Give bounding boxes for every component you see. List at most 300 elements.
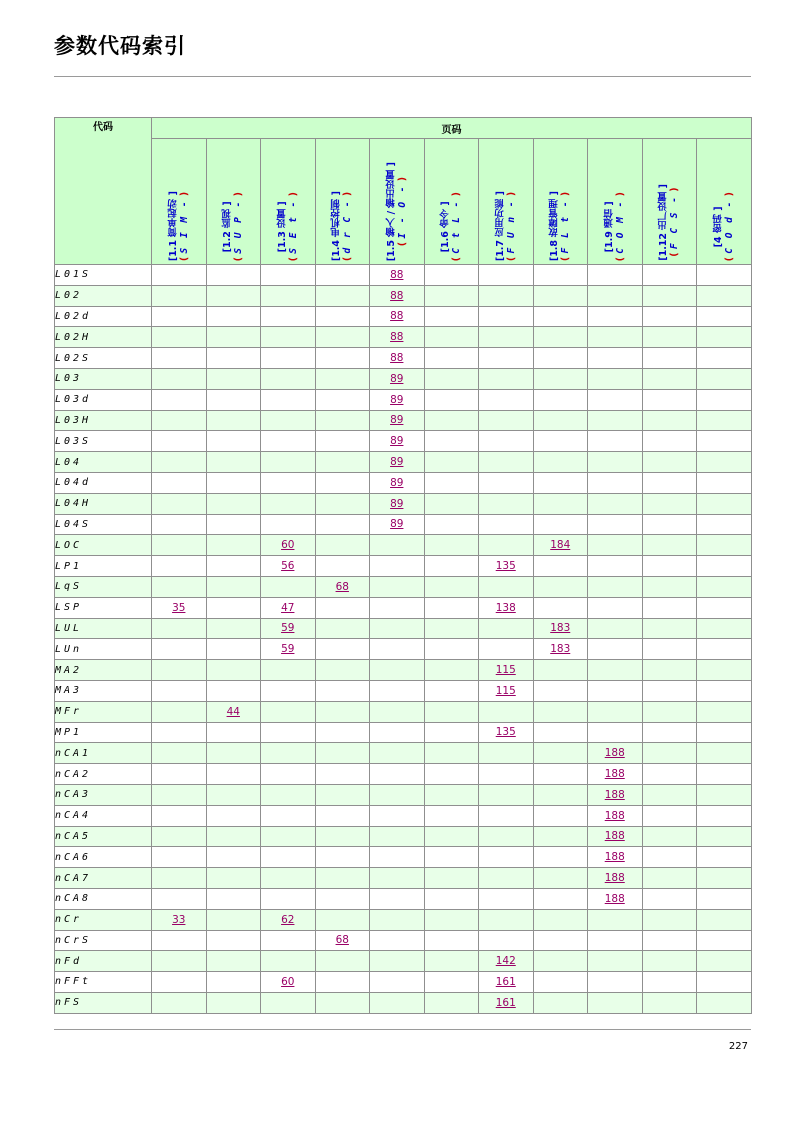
table-row	[55, 327, 752, 348]
page-cell	[642, 951, 697, 972]
page-cell	[370, 306, 425, 327]
parameter-code: L03H	[55, 410, 152, 431]
page-link[interactable]: 188	[604, 747, 625, 760]
page-cell	[642, 265, 697, 286]
page-cell	[261, 576, 316, 597]
table-row	[55, 951, 752, 972]
page-cell	[588, 597, 643, 618]
page-link[interactable]: 89	[390, 435, 404, 448]
page-link[interactable]: 115	[495, 664, 516, 677]
page-cell	[479, 285, 534, 306]
page-cell	[697, 909, 752, 930]
page-cell	[152, 888, 207, 909]
menu-header-label: [1.9 通信 ] ( C O M - )	[603, 191, 626, 261]
page-cell	[533, 368, 588, 389]
page-cell	[206, 888, 261, 909]
table-row	[55, 597, 752, 618]
table-row	[55, 265, 752, 286]
page-cell	[152, 348, 207, 369]
parameter-code: nCA3	[55, 784, 152, 805]
page-cell	[261, 472, 316, 493]
page-cell	[152, 909, 207, 930]
menu-header-label: [1.6 命令 ] ( C t L - )	[440, 191, 463, 261]
page-cell	[533, 639, 588, 660]
table-row	[55, 784, 752, 805]
page-cell	[424, 431, 479, 452]
page-cell	[697, 951, 752, 972]
page-cell	[697, 639, 752, 660]
page-link[interactable]: 62	[281, 913, 295, 926]
page-cell	[533, 597, 588, 618]
page-cell	[479, 389, 534, 410]
menu-name: [1.5 输入 / 输出设置 ]	[385, 161, 397, 261]
footer-divider	[54, 1029, 751, 1030]
page-link[interactable]: 89	[390, 476, 404, 489]
page-cell	[315, 265, 370, 286]
page-cell	[152, 680, 207, 701]
page-cell	[424, 701, 479, 722]
page-cell	[315, 514, 370, 535]
page-cell	[315, 680, 370, 701]
parameter-code: nFd	[55, 951, 152, 972]
table-row	[55, 826, 752, 847]
page-cell	[588, 930, 643, 951]
page-cell	[479, 618, 534, 639]
page-cell	[533, 805, 588, 826]
page-link[interactable]: 183	[550, 643, 571, 656]
parameter-code: MA3	[55, 680, 152, 701]
parameter-code: nCA8	[55, 888, 152, 909]
page-cell	[588, 784, 643, 805]
table-row	[55, 909, 752, 930]
page-cell	[588, 306, 643, 327]
page-link[interactable]: 138	[495, 601, 516, 614]
page-cell	[642, 556, 697, 577]
page-cell	[588, 743, 643, 764]
parameter-index-table	[54, 117, 752, 1014]
page-cell	[697, 722, 752, 743]
page-cell	[370, 972, 425, 993]
page-cell	[588, 327, 643, 348]
parameter-code: L02	[55, 285, 152, 306]
page-cell	[261, 743, 316, 764]
page-cell	[642, 493, 697, 514]
page-cell	[261, 265, 316, 286]
parameter-code: L04	[55, 452, 152, 473]
page-cell	[152, 535, 207, 556]
page-cell	[533, 410, 588, 431]
page-link[interactable]: 188	[604, 851, 625, 864]
page-cell	[370, 743, 425, 764]
page-cell	[206, 930, 261, 951]
page-cell	[370, 888, 425, 909]
page-cell	[588, 868, 643, 889]
page-cell	[261, 909, 316, 930]
page-cell	[315, 909, 370, 930]
menu-header-label: [1.8 故障管理 ] ( F L t - )	[549, 190, 572, 261]
menu-name: [1.7 应用功能 ]	[494, 190, 506, 261]
page-cell	[370, 701, 425, 722]
menu-name: [1.6 命令 ]	[440, 200, 452, 252]
page-cell	[697, 306, 752, 327]
page-cell	[206, 847, 261, 868]
page-cell	[206, 556, 261, 577]
page-link[interactable]: 88	[390, 331, 404, 344]
page-cell	[588, 888, 643, 909]
page-link[interactable]: 35	[172, 601, 186, 614]
page-cell	[642, 743, 697, 764]
page-cell	[206, 639, 261, 660]
page-link[interactable]: 188	[604, 872, 625, 884]
table-row	[55, 847, 752, 868]
menu-code: C O M -	[614, 199, 626, 254]
page-cell	[261, 389, 316, 410]
page-cell	[479, 951, 534, 972]
table-row	[55, 888, 752, 909]
page-cell	[370, 826, 425, 847]
page-cell	[479, 410, 534, 431]
page-link[interactable]: 188	[604, 830, 625, 843]
page-cell	[206, 265, 261, 286]
page-cell	[370, 680, 425, 701]
page-cell	[370, 992, 425, 1013]
page-cell	[315, 784, 370, 805]
menu-name: [1.12 出厂设置 ]	[658, 184, 670, 261]
menu-header-label: [1.5 输入 / 输出设置 ] ( I - O - )	[385, 161, 408, 261]
page-cell	[315, 722, 370, 743]
page-link[interactable]: 47	[281, 601, 295, 614]
page-link[interactable]: 56	[281, 560, 295, 573]
page-cell	[588, 660, 643, 681]
page-link[interactable]: 135	[495, 726, 516, 739]
menu-code: S I M -	[178, 198, 190, 253]
table-row	[55, 576, 752, 597]
page-link[interactable]: 183	[550, 622, 571, 635]
page-cell	[642, 431, 697, 452]
parameter-code: L03	[55, 368, 152, 389]
page-cell	[533, 285, 588, 306]
page-cell	[152, 992, 207, 1013]
page-cell	[588, 680, 643, 701]
page-cell	[424, 826, 479, 847]
page-cell	[533, 743, 588, 764]
page-cell	[261, 972, 316, 993]
page-cell	[424, 909, 479, 930]
page-cell	[697, 701, 752, 722]
page-cell	[479, 452, 534, 473]
page-cell	[152, 327, 207, 348]
page-cell	[533, 930, 588, 951]
page-cell	[533, 868, 588, 889]
page-cell	[206, 784, 261, 805]
page-link[interactable]: 161	[495, 975, 516, 988]
page-cell	[697, 784, 752, 805]
page-link[interactable]: 88	[390, 268, 404, 281]
page-cell	[152, 639, 207, 660]
page-link[interactable]: 184	[550, 539, 571, 552]
page-cell	[206, 868, 261, 889]
page-cell	[697, 743, 752, 764]
page-link[interactable]: 60	[281, 539, 295, 552]
page-cell	[424, 410, 479, 431]
page-cell	[424, 784, 479, 805]
page-cell	[479, 680, 534, 701]
page-cell	[697, 930, 752, 951]
page-cell	[588, 368, 643, 389]
page-cell	[642, 680, 697, 701]
page-cell	[315, 535, 370, 556]
page-cell	[315, 410, 370, 431]
page-cell	[533, 618, 588, 639]
page-cell	[588, 972, 643, 993]
page-cell	[642, 535, 697, 556]
table-row	[55, 764, 752, 785]
page-cell	[315, 597, 370, 618]
page-cell	[642, 368, 697, 389]
page-cell	[533, 327, 588, 348]
page-cell	[261, 535, 316, 556]
page-link[interactable]: 188	[604, 809, 625, 822]
page-cell	[152, 743, 207, 764]
page-cell	[206, 576, 261, 597]
page-cell	[315, 660, 370, 681]
page-cell	[588, 992, 643, 1013]
parameter-code: nCr	[55, 909, 152, 930]
page-cell	[370, 618, 425, 639]
page-cell	[315, 389, 370, 410]
code-column-header: 代码	[55, 118, 152, 265]
page-cell	[315, 951, 370, 972]
page-cell	[588, 701, 643, 722]
page-cell	[479, 764, 534, 785]
page-cell	[479, 701, 534, 722]
page-cell	[533, 265, 588, 286]
table-row	[55, 992, 752, 1013]
page-cell	[533, 701, 588, 722]
page-link[interactable]: 188	[604, 768, 625, 781]
page-cell	[152, 930, 207, 951]
page-cell	[588, 722, 643, 743]
table-row	[55, 389, 752, 410]
index-rows	[55, 265, 752, 1014]
page-cell	[370, 431, 425, 452]
page-cell	[206, 389, 261, 410]
page-cell	[642, 306, 697, 327]
page-link[interactable]: 60	[281, 975, 295, 988]
page-cell	[479, 431, 534, 452]
page-link[interactable]: 89	[390, 456, 404, 469]
page-cell	[206, 972, 261, 993]
menu-header-7	[479, 139, 534, 265]
page-cell	[261, 701, 316, 722]
page-cell	[152, 576, 207, 597]
menu-header-6	[424, 139, 479, 265]
page-link[interactable]: 88	[390, 289, 404, 302]
page-cell	[479, 930, 534, 951]
page-cell	[261, 306, 316, 327]
menu-name: [1.9 通信 ]	[603, 200, 615, 252]
page-link[interactable]: 59	[281, 622, 295, 635]
parameter-code: L04d	[55, 472, 152, 493]
page-cell	[424, 680, 479, 701]
page-link[interactable]: 135	[495, 560, 516, 573]
page-cell	[261, 764, 316, 785]
page-cell	[261, 597, 316, 618]
menu-name: [1.1 简单起动 ]	[167, 190, 179, 261]
page-cell	[315, 368, 370, 389]
page-cell	[424, 951, 479, 972]
page-cell	[588, 618, 643, 639]
page-cell	[152, 368, 207, 389]
page-cell	[533, 389, 588, 410]
page-cell	[261, 951, 316, 972]
page-cell	[642, 472, 697, 493]
page-cell	[697, 576, 752, 597]
page-cell	[479, 576, 534, 597]
parameter-code: LOC	[55, 535, 152, 556]
page-cell	[697, 847, 752, 868]
page-cell	[533, 306, 588, 327]
page-cell	[424, 327, 479, 348]
page-cell	[588, 452, 643, 473]
page-cell	[152, 306, 207, 327]
page-cell	[479, 743, 534, 764]
page-link[interactable]: 142	[495, 955, 516, 968]
page-cell	[370, 535, 425, 556]
page-cell	[642, 452, 697, 473]
page-cell	[533, 660, 588, 681]
table-row	[55, 410, 752, 431]
page-title: 参数代码索引	[54, 34, 186, 58]
table-row	[55, 493, 752, 514]
page-cell	[206, 410, 261, 431]
page-cell	[206, 618, 261, 639]
page-link[interactable]: 33	[172, 913, 186, 926]
page-cell	[152, 826, 207, 847]
page-cell	[206, 660, 261, 681]
page-cell	[315, 493, 370, 514]
page-cell	[697, 514, 752, 535]
table-row	[55, 680, 752, 701]
page-cell	[370, 847, 425, 868]
page-link[interactable]: 89	[390, 414, 404, 427]
page-cell	[152, 472, 207, 493]
menu-name: [1.8 故障管理 ]	[549, 190, 561, 261]
page-cell	[315, 431, 370, 452]
page-link[interactable]: 161	[495, 996, 516, 1009]
page-cell	[261, 888, 316, 909]
table-row	[55, 660, 752, 681]
page-cell	[533, 972, 588, 993]
page-cell	[533, 472, 588, 493]
page-cell	[370, 722, 425, 743]
page-cell	[315, 618, 370, 639]
page-cell	[479, 847, 534, 868]
page-link[interactable]: 89	[390, 372, 404, 385]
page-cell	[370, 493, 425, 514]
page-cell	[261, 348, 316, 369]
page-cell	[152, 514, 207, 535]
page-cell	[206, 826, 261, 847]
page-link[interactable]: 88	[390, 310, 404, 323]
page-cell	[697, 992, 752, 1013]
page-cell	[697, 327, 752, 348]
page-cell	[206, 368, 261, 389]
menu-header-9	[588, 139, 643, 265]
page-link[interactable]: 68	[335, 934, 349, 947]
page-cell	[642, 327, 697, 348]
parameter-code: nCA2	[55, 764, 152, 785]
page-link[interactable]: 115	[495, 684, 516, 697]
page-cell	[642, 868, 697, 889]
page-cell	[370, 868, 425, 889]
page-cell	[588, 951, 643, 972]
page-cell	[533, 535, 588, 556]
page-link[interactable]: 89	[390, 518, 404, 531]
parameter-code: L04H	[55, 493, 152, 514]
page-cell	[588, 431, 643, 452]
page-cell	[424, 639, 479, 660]
parameter-code: L03S	[55, 431, 152, 452]
page-cell	[697, 805, 752, 826]
page-link[interactable]: 188	[604, 788, 625, 801]
page-cell	[315, 556, 370, 577]
page-cell	[533, 556, 588, 577]
page-cell	[152, 951, 207, 972]
page-cell	[697, 660, 752, 681]
page-cell	[261, 847, 316, 868]
page-cell	[533, 909, 588, 930]
page-cell	[642, 514, 697, 535]
page-cell	[424, 722, 479, 743]
page-cell	[424, 472, 479, 493]
page-cell	[206, 722, 261, 743]
page-cell	[588, 493, 643, 514]
page-cell	[261, 556, 316, 577]
page-cell	[533, 847, 588, 868]
page-cell	[261, 514, 316, 535]
page-cell	[588, 410, 643, 431]
page-cell	[206, 472, 261, 493]
page-cell	[642, 992, 697, 1013]
page-link[interactable]: 89	[390, 497, 404, 510]
page-link[interactable]: 88	[390, 352, 404, 365]
page-cell	[697, 389, 752, 410]
page-link[interactable]: 188	[604, 892, 625, 905]
page-cell	[206, 597, 261, 618]
page-cell	[479, 972, 534, 993]
page-cell	[152, 285, 207, 306]
page-link[interactable]: 68	[335, 580, 349, 593]
page-cell	[479, 909, 534, 930]
page-cell	[479, 805, 534, 826]
page-link[interactable]: 44	[226, 705, 240, 718]
page-cell	[642, 805, 697, 826]
page-cell	[479, 722, 534, 743]
menu-code: F L t -	[560, 198, 572, 253]
page-cell	[588, 847, 643, 868]
page-cell	[697, 410, 752, 431]
page-link[interactable]: 89	[390, 393, 404, 406]
page-cell	[479, 535, 534, 556]
page-link[interactable]: 59	[281, 643, 295, 656]
page-cell	[588, 826, 643, 847]
page-cell	[261, 639, 316, 660]
page-cell	[642, 784, 697, 805]
header-divider	[54, 76, 751, 77]
page-cell	[261, 285, 316, 306]
page-cell	[533, 888, 588, 909]
